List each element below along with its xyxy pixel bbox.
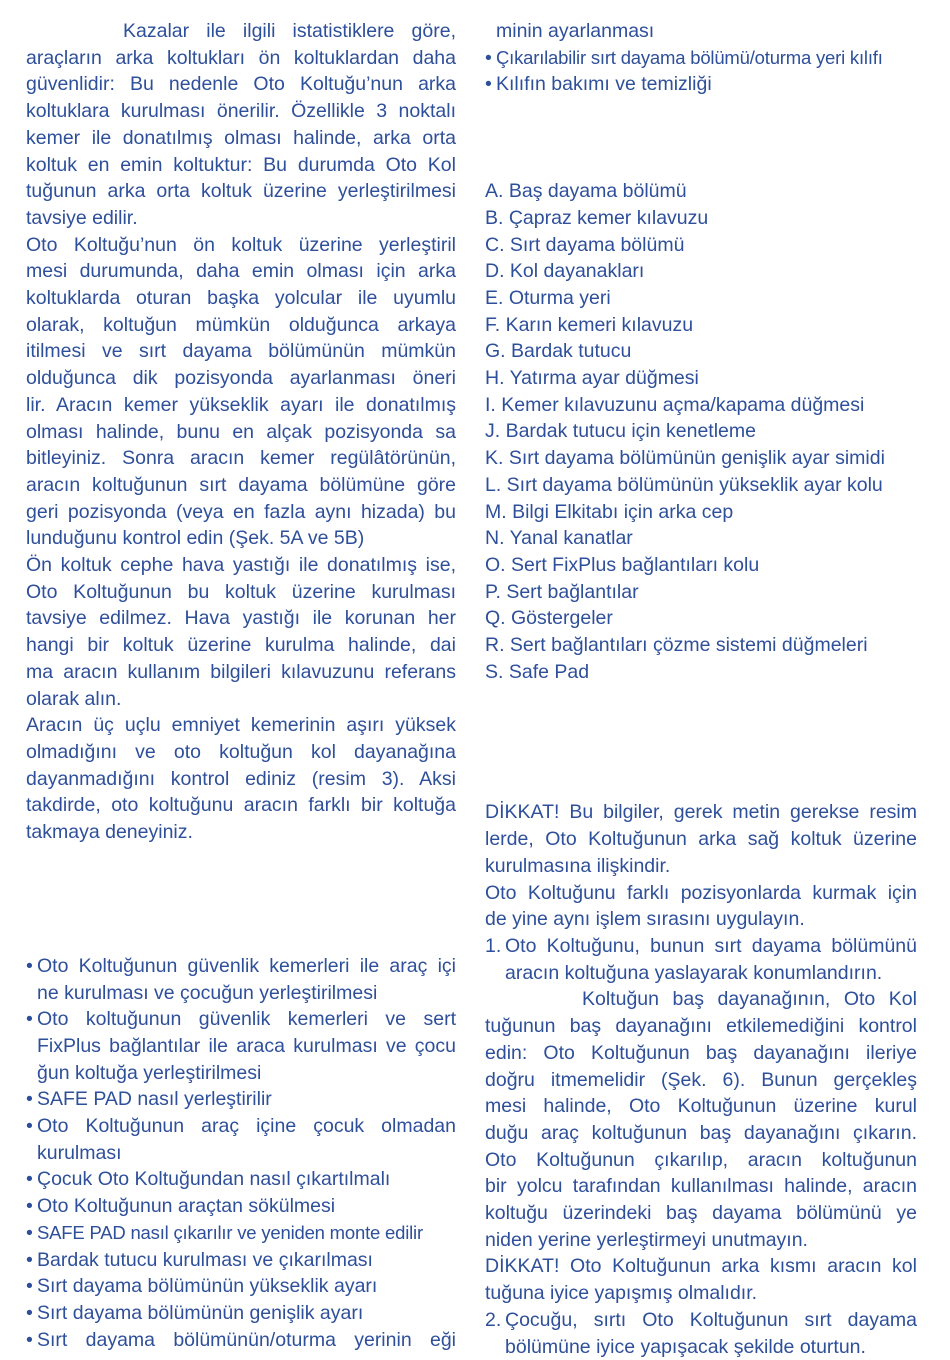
list-item xyxy=(26,953,456,1006)
paragraph-airbag xyxy=(26,552,456,712)
text-line: • Sırt dayama bölümünün genişlik ayarı xyxy=(37,1301,364,1324)
steps-list xyxy=(485,933,917,986)
text-line: Oto Koltuğunu, bunun sırt dayama bölümünü xyxy=(505,934,917,957)
text-line: • Oto koltuğunun güvenlik kemerleri ve sert xyxy=(37,1008,456,1031)
text-line: de yine aynı işlem sırasını uygulayın. xyxy=(485,908,805,931)
text-line: koltuğu üzerindeki baş dayama bölümünü ye xyxy=(485,1202,917,1225)
text-line: Oto Koltuğu’nun ön koltuk üzerine yerleştiril xyxy=(26,233,456,256)
part-item: M. Bilgi Elkitabı için arka cep xyxy=(485,500,734,523)
list-item xyxy=(26,1006,456,1086)
text-line: • Oto Koltuğunun araç içine çocuk olmadan xyxy=(37,1115,456,1138)
right-column xyxy=(485,18,917,1360)
text-line: aracın koltuğunun sırt dayama bölümüne göre xyxy=(26,473,456,496)
step-item xyxy=(485,933,917,986)
list-item-continuation: minin ayarlanması xyxy=(496,20,655,42)
part-item: S. Safe Pad xyxy=(485,660,590,683)
text-line: ne kurulması ve çocuğun yerleştirilmesi xyxy=(37,981,378,1004)
part-item: L. Sırt dayama bölümünün yükseklik ayar kolu xyxy=(485,473,883,496)
text-line: DİKKAT! Oto Koltuğunun arka kısmı aracın kol xyxy=(485,1255,917,1278)
text-line: edin: Oto Koltuğunun baş dayanağını ileriye xyxy=(485,1041,917,1064)
text-line: • Oto Koltuğunun araçtan sökülmesi xyxy=(37,1195,336,1218)
text-line: • Oto Koltuğunun güvenlik kemerleri ile araç içi xyxy=(37,954,456,977)
list-item xyxy=(26,1193,456,1220)
paragraph-positions xyxy=(485,880,917,933)
paragraph-seat-belt xyxy=(26,712,456,846)
text-line: doğru itmemelidir (Şek. 6). Bunun gerçekleş xyxy=(485,1068,917,1091)
text-line: bitleyiniz. Sonra aracın kemer regülâtörünün, xyxy=(26,447,456,470)
left-column xyxy=(26,18,456,1353)
list-item xyxy=(26,1247,456,1274)
paragraph-statistics xyxy=(26,18,456,232)
text-line: güvenlidir: Bu nedenle Oto Koltuğu’nun arka xyxy=(26,73,456,96)
list-item xyxy=(26,1220,456,1247)
text-line: kurulmasına ilişkindir. xyxy=(485,854,671,877)
contents-list xyxy=(26,953,456,1354)
text-line: • Sırt dayama bölümünün/oturma yerinin eği xyxy=(37,1328,456,1351)
text-line: tuğunun baş dayanağını etkilemediğini kontrol xyxy=(485,1015,917,1038)
part-item: I. Kemer kılavuzunu açma/kapama düğmesi xyxy=(485,393,865,416)
paragraph-headrest xyxy=(485,986,917,1253)
list-item xyxy=(26,1273,456,1300)
text-line: • SAFE PAD nasıl yerleştirilir xyxy=(37,1088,272,1111)
text-line: mesi halinde, Oto Koltuğunun üzerine kurul xyxy=(485,1095,917,1118)
list-item xyxy=(26,1113,456,1166)
spacer xyxy=(26,846,456,953)
text-line: tuğuna iyice yapışmış olmalıdır. xyxy=(485,1282,758,1305)
list-item xyxy=(485,71,917,98)
text-line: koltuklarda oturan başka yolcular ile uyumlu xyxy=(26,287,456,310)
text-line: FixPlus bağlantılar ile araca kurulması ve çocu xyxy=(37,1034,456,1057)
part-item: N. Yanal kanatlar xyxy=(485,527,633,550)
part-item: C. Sırt dayama bölümü xyxy=(485,233,685,256)
text-line: Koltuğun baş dayanağının, Oto Kol xyxy=(582,988,917,1011)
text-line: tavsiye edilir. xyxy=(26,206,138,229)
text-line: olmadığını ve oto koltuğun kol dayanağına xyxy=(26,740,456,763)
text-line: hangi bir koltuk üzerine kurulma halinde, dai xyxy=(26,634,456,657)
text-line: Çocuğu, sırtı Oto Koltuğunun sırt dayama xyxy=(505,1308,917,1331)
contents-list-continued xyxy=(485,45,917,98)
text-line: kurulması xyxy=(37,1141,122,1164)
text-line: kemer ile donatılmış olması halinde, arka orta xyxy=(26,126,456,149)
part-item: A. Baş dayama bölümü xyxy=(485,180,687,203)
text-line: • Çıkarılabilir sırt dayama bölümü/oturma yeri kılıfı xyxy=(496,46,883,68)
list-item xyxy=(485,45,917,72)
step-number: 2. xyxy=(485,1308,502,1331)
text-line: Oto Koltuğunu farklı pozisyonlarda kurmak için xyxy=(485,881,917,904)
list-item xyxy=(26,1086,456,1113)
text-line: mesi durumunda, daha emin olması için arka xyxy=(26,260,456,283)
list-item xyxy=(26,1166,456,1193)
steps-list xyxy=(485,1307,917,1360)
part-item: B. Çapraz kemer kılavuzu xyxy=(485,206,709,229)
step-number: 1. xyxy=(485,934,502,957)
text-line: niden yerine yerleştirmeyi unutmayın. xyxy=(485,1228,808,1251)
part-item: D. Kol dayanakları xyxy=(485,260,645,283)
spacer xyxy=(485,792,917,799)
text-line: Aracın üç uçlu emniyet kemerinin aşırı yüksek xyxy=(26,714,456,737)
text-line: itilmesi ve sırt dayama bölümünün mümkün xyxy=(26,340,456,363)
part-item: E. Oturma yeri xyxy=(485,286,611,309)
text-line: araçların arka koltukları ön koltuklardan daha xyxy=(26,46,456,69)
list-item xyxy=(26,1327,456,1354)
text-line: lir. Aracın kemer yükseklik ayarı ile donatılmış xyxy=(26,393,456,416)
text-line: lunduğunu kontrol edin (Şek. 5A ve 5B) xyxy=(26,527,365,550)
warning-right-seat xyxy=(485,799,917,879)
text-line: olması halinde, bunu en alçak pozisyonda sa xyxy=(26,420,456,443)
step-item xyxy=(485,1307,917,1360)
text-line: takdirde, oto koltuğunu aracın farklı bir koltuğa xyxy=(26,794,456,817)
text-line: • SAFE PAD nasıl çıkarılır ve yeniden monte edilir xyxy=(37,1221,423,1243)
text-line: Oto Koltuğunun bu koltuk üzerine kurulması xyxy=(26,580,456,603)
text-line: olarak alın. xyxy=(26,687,122,710)
text-line: ma aracın kullanım bilgileri kılavuzunu referans xyxy=(26,660,456,683)
list-item xyxy=(26,1300,456,1327)
part-item: J. Bardak tutucu için kenetleme xyxy=(485,420,756,443)
warning-backrest xyxy=(485,1253,917,1306)
text-line: aracın koltuğuna yaslayarak konumlandırın. xyxy=(505,961,883,984)
part-item: F. Karın kemeri kılavuzu xyxy=(485,313,694,336)
text-line: lerde, Oto Koltuğunun arka sağ koltuk üzerine xyxy=(485,828,917,851)
text-line: • Bardak tutucu kurulması ve çıkarılması xyxy=(37,1248,373,1271)
part-item: H. Yatırma ayar düğmesi xyxy=(485,367,699,390)
text-line: tavsiye edilmez. Hava yastığı ile korunan her xyxy=(26,607,456,630)
text-line: DİKKAT! Bu bilgiler, gerek metin gerekse resim xyxy=(485,801,917,824)
text-line: Kazalar ile ilgili istatistiklere göre, xyxy=(123,20,456,42)
text-line: geri pozisyonda (veya en fazla aynı hizada) bu xyxy=(26,500,456,523)
part-item: Q. Göstergeler xyxy=(485,607,613,630)
text-line: dayanmadığını kontrol ediniz (resim 3). Aksi xyxy=(26,767,456,790)
text-line: koltuk en emin koltuktur: Bu durumda Oto Kol xyxy=(26,153,456,176)
part-item: P. Sert bağlantılar xyxy=(485,580,639,603)
text-line: duğu araç koltuğunun baş dayanağını çıkarın. xyxy=(485,1121,917,1144)
text-line: Oto Koltuğunun çıkarılıp, aracın koltuğunun xyxy=(485,1148,917,1171)
text-line: olarak, koltuğun mümkün olduğunca arkaya xyxy=(26,313,456,336)
text-line: Ön koltuk cephe hava yastığı ile donatılmış ise, xyxy=(26,554,456,577)
text-line: • Çocuk Oto Koltuğundan nasıl çıkartılmalı xyxy=(37,1168,391,1191)
text-line: • Kılıfın bakımı ve temizliği xyxy=(496,73,712,96)
paragraph-front-seat xyxy=(26,232,456,552)
text-line: bölümüne iyice yapışacak şekilde oturtun. xyxy=(505,1335,866,1358)
text-line: • Sırt dayama bölümünün yükseklik ayarı xyxy=(37,1275,378,1298)
part-item: K. Sırt dayama bölümünün genişlik ayar simidi xyxy=(485,447,885,470)
text-line: olduğunca dik pozisyonda ayarlanması öneri xyxy=(26,367,456,390)
text-line: koltuklara kurulması önerilir. Özellikle 3 noktalı xyxy=(26,100,456,123)
text-line: takmaya deneyiniz. xyxy=(26,821,193,844)
text-line: tuğunun arka orta koltuk üzerine yerleştirilmesi xyxy=(26,180,456,203)
spacer xyxy=(485,685,917,792)
text-line: ğun koltuğa yerleştirilmesi xyxy=(37,1061,262,1084)
part-item: R. Sert bağlantıları çözme sistemi düğmeleri xyxy=(485,634,868,657)
text-line: bir yolcu tarafından kullanılması halinde, aracın xyxy=(485,1175,917,1198)
part-item: G. Bardak tutucu xyxy=(485,340,632,363)
part-item: O. Sert FixPlus bağlantıları kolu xyxy=(485,553,760,576)
parts-list xyxy=(485,178,917,685)
spacer xyxy=(485,98,917,178)
